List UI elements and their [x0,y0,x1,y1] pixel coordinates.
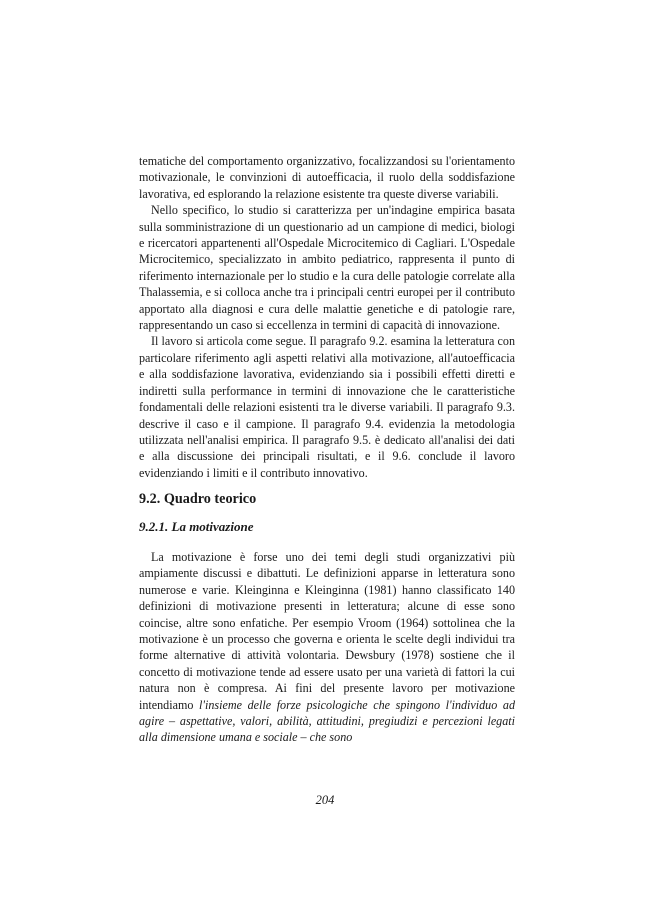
page-number: 204 [315,793,335,807]
section-paragraph-1-italic: l'insieme delle forze psicologiche che spingono l'individuo ad agire – aspettative, valori, abilità, attitudini, pregiudizi e percezioni legati alla dimensione umana e sociale – che sono [139,697,515,745]
section-text [139,549,515,746]
intro-paragraph-1: tematiche del comportamento organizzativo, focalizzandosi su l'orientamento motivazionale, le convinzioni di autoefficacia, il ruolo della soddisfazione lavorativa, ed esplorando la relazione esistente tra queste diverse variabili. [139,154,515,201]
section-paragraph-1-plain: La motivazione è forse uno dei temi degli studi organizzativi più ampiamente discussi e dibattuti. Le definizioni apparse in letteratura sono numerose e varie. Kleinginna e Kleinginna (1981) hanno classificato 140 definizioni di motivazione presenti in letteratura; alcune di esse sono coincise, altre sono enfatiche. Per esempio Vroom (1964) sottolinea che la motivazione è un processo che governa e orienta le scelte degli individui tra forme alternative di attività volontaria. Dewsbury (1978) sostiene che il concetto di motivazione tende ad essere usato per una varietà di fattori la cui natura non è compresa. Ai fini del presente lavoro per motivazione intendiamo [139,550,515,712]
subsection-heading: 9.2.1. La motivazione [139,519,254,534]
intro-paragraph-3: Il lavoro si articola come segue. Il paragrafo 9.2. esamina la letteratura con particolare riferimento agli aspetti relativi alla motivazione, all'autoefficacia e alla soddisfazione lavorativa, evidenziando sia i possibili effetti diretti e indiretti sulla performance in termini di innovazione che le caratteristiche fondamentali delle relazioni esistenti tra le diverse variabili. Il paragrafo 9.3. descrive il caso e il campione. Il paragrafo 9.4. evidenzia la metodologia utilizzata nell'analisi empirica. Il paragrafo 9.5. è dedicato all'analisi dei dati e alla discussione dei principali risultati, e il 9.6. conclude il lavoro evidenziando i limiti e il contributo innovativo. [139,334,515,480]
intro-paragraph-2: Nello specifico, lo studio si caratterizza per un'indagine empirica basata sulla somministrazione di un questionario ad un campione di medici, biologi e ricercatori appartenenti all'Ospedale Microcitemico di Cagliari. L'Ospedale Microcitemico, specializzato in ambito pediatrico, rappresenta il punto di riferimento internazionale per lo studio e la cura delle patologie correlate alla Thalassemia, e si colloca anche tra i principali centri europei per il contributo apportato alla diagnosi e cura delle malattie genetiche e di patologie rare, rappresentando un caso si eccellenza in termini di capacità di innovazione. [139,203,515,333]
section-paragraph-1 [139,549,515,746]
intro-text [139,153,515,481]
section-heading: 9.2. Quadro teorico [139,491,257,507]
